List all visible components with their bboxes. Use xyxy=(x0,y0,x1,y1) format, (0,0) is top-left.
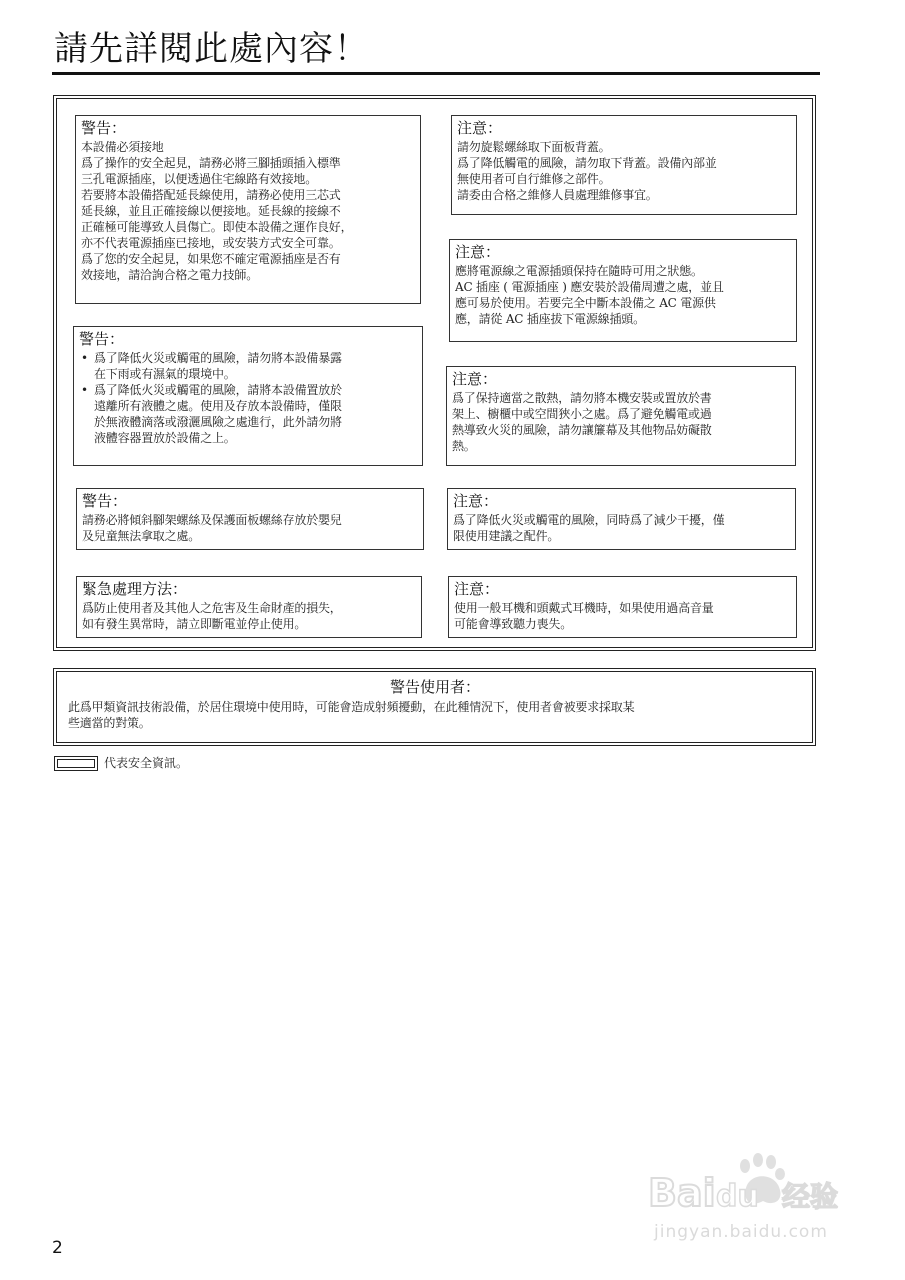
watermark-brand: Bai xyxy=(648,1171,716,1215)
notice-line: 無使用者可自行維修之部件。 xyxy=(457,172,611,186)
user-warning-inner-frame xyxy=(56,671,813,743)
bullet-icon: • xyxy=(81,351,88,365)
notice-heading: 注意： xyxy=(454,580,500,598)
notice-line: 應，請從 AC 插座拔下電源線插頭。 xyxy=(455,312,645,326)
emergency-procedure-box xyxy=(76,576,422,638)
notice-line: 請勿旋鬆螺絲取下面板背蓋。 xyxy=(457,140,611,154)
bullet-item xyxy=(79,382,418,446)
rear-cover-caution-box xyxy=(451,115,797,215)
title-rule xyxy=(52,72,820,75)
notice-line: 正確極可能導致人員傷亡。即使本設備之運作良好， xyxy=(81,220,353,234)
notice-body xyxy=(82,512,419,544)
notice-heading: 注意： xyxy=(455,243,501,261)
notice-heading: 警告： xyxy=(82,492,128,510)
notice-line: 爲了保持適當之散熱，請勿將本機安裝或置放於書 xyxy=(452,391,712,405)
notice-line: 請委由合格之維修人員處理維修事宜。 xyxy=(457,188,658,202)
notice-line: 於無液體滴落或潑灑風險之處進行，此外請勿將 xyxy=(94,415,342,429)
notice-line: AC 插座 ( 電源插座 ) 應安裝於設備周遭之處，並且 xyxy=(455,280,724,294)
user-warning-line: 此爲甲類資訊技術設備，於居住環境中使用時，可能會造成射頻擾動，在此種情況下，使用者會被要求採取某 xyxy=(68,700,635,714)
baidu-jingyan-watermark xyxy=(642,1148,852,1248)
notice-body xyxy=(455,263,792,327)
notice-line: 爲了操作的安全起見，請務必將三腳插頭插入標準 xyxy=(81,156,341,170)
page-number: 2 xyxy=(52,1238,63,1258)
notice-line: 爲了降低火災或觸電的風險，請將本設備置放於 xyxy=(94,383,342,397)
user-warning-line: 些適當的對策。 xyxy=(68,716,151,730)
baidu-logo-icon xyxy=(642,1148,852,1228)
ventilation-caution-box xyxy=(446,366,796,466)
user-warning-frame xyxy=(53,668,816,746)
bullet-icon: • xyxy=(81,383,88,397)
notice-heading: 注意： xyxy=(452,370,498,388)
notice-body xyxy=(453,512,791,544)
watermark-brand-cn: 经验 xyxy=(782,1180,839,1213)
notice-line: 架上、櫥櫃中或空間狹小之處。爲了避免觸電或過 xyxy=(452,407,712,421)
notice-line: 應可易於使用。若要完全中斷本設備之 AC 電源供 xyxy=(455,296,716,310)
notice-body xyxy=(457,139,792,203)
notice-body xyxy=(82,600,417,632)
notice-heading: 警告： xyxy=(81,119,127,137)
notice-line: 本設備必須接地 xyxy=(81,140,164,154)
notice-line: 爲了降低火災或觸電的風險，同時爲了減少干擾，僅 xyxy=(453,513,725,527)
notice-line: 在下雨或有濕氣的環境中。 xyxy=(94,367,236,381)
notice-heading: 注意： xyxy=(453,492,499,510)
double-frame-symbol-icon xyxy=(54,756,98,771)
notice-line: 可能會導致聽力喪失。 xyxy=(454,617,573,631)
accessories-caution-box xyxy=(447,488,796,550)
page-title: 請先詳閱此處內容！ xyxy=(54,29,369,69)
notice-line: 使用一般耳機和頭戴式耳機時，如果使用過高音量 xyxy=(454,601,714,615)
notice-line: 限使用建議之配件。 xyxy=(453,529,560,543)
notice-line: 遠離所有液體之處。使用及存放本設備時，僅限 xyxy=(94,399,342,413)
watermark-url: jingyan.baidu.com xyxy=(654,1222,828,1242)
notice-line: 爲防止使用者及其他人之危害及生命財產的損失， xyxy=(82,601,342,615)
notice-line: 如有發生異常時，請立即斷電並停止使用。 xyxy=(82,617,307,631)
notice-line: 熱。 xyxy=(452,439,476,453)
notice-line: 延長線，並且正確接線以便接地。延長線的接線不 xyxy=(81,204,341,218)
notice-body xyxy=(79,350,418,446)
notice-line: 爲了降低觸電的風險，請勿取下背蓋。設備內部並 xyxy=(457,156,717,170)
bullet-item xyxy=(79,350,418,382)
notice-line: 效接地，請洽詢合格之電力技師。 xyxy=(81,268,259,282)
notice-line: 及兒童無法拿取之處。 xyxy=(82,529,201,543)
screw-storage-warning-box xyxy=(76,488,424,550)
notice-heading: 注意： xyxy=(457,119,503,137)
notice-line: 爲了您的安全起見，如果您不確定電源插座是否有 xyxy=(81,252,341,266)
user-warning-heading: 警告使用者： xyxy=(389,678,480,696)
user-warning-body xyxy=(68,699,802,731)
notice-line: 液體容器置放於設備之上。 xyxy=(94,431,236,445)
notice-body xyxy=(452,390,791,454)
notice-line: 若要將本設備搭配延長線使用，請務必使用三芯式 xyxy=(81,188,341,202)
notice-body xyxy=(454,600,792,632)
notice-heading: 緊急處理方法： xyxy=(82,580,188,598)
notice-line: 三孔電源插座，以便透過住宅線路有效接地。 xyxy=(81,172,318,186)
liquid-moisture-warning-box xyxy=(73,326,423,466)
notice-body xyxy=(81,139,416,283)
notice-heading: 警告： xyxy=(79,330,125,348)
notice-line: 亦不代表電源插座已接地，或安裝方式安全可靠。 xyxy=(81,236,341,250)
legend-text: 代表安全資訊。 xyxy=(104,756,189,770)
power-plug-caution-box xyxy=(449,239,797,342)
headphone-volume-caution-box xyxy=(448,576,797,638)
notice-line: 爲了降低火災或觸電的風險，請勿將本設備暴露 xyxy=(94,351,342,365)
notice-line: 請務必將傾斜腳架螺絲及保護面板螺絲存放於嬰兒 xyxy=(82,513,342,527)
notice-line: 應將電源線之電源插頭保持在隨時可用之狀態。 xyxy=(455,264,703,278)
notice-line: 熱導致火災的風險，請勿讓簾幕及其他物品妨礙散 xyxy=(452,423,712,437)
grounding-warning-box xyxy=(75,115,421,304)
watermark-brand-tail: du xyxy=(716,1179,759,1214)
